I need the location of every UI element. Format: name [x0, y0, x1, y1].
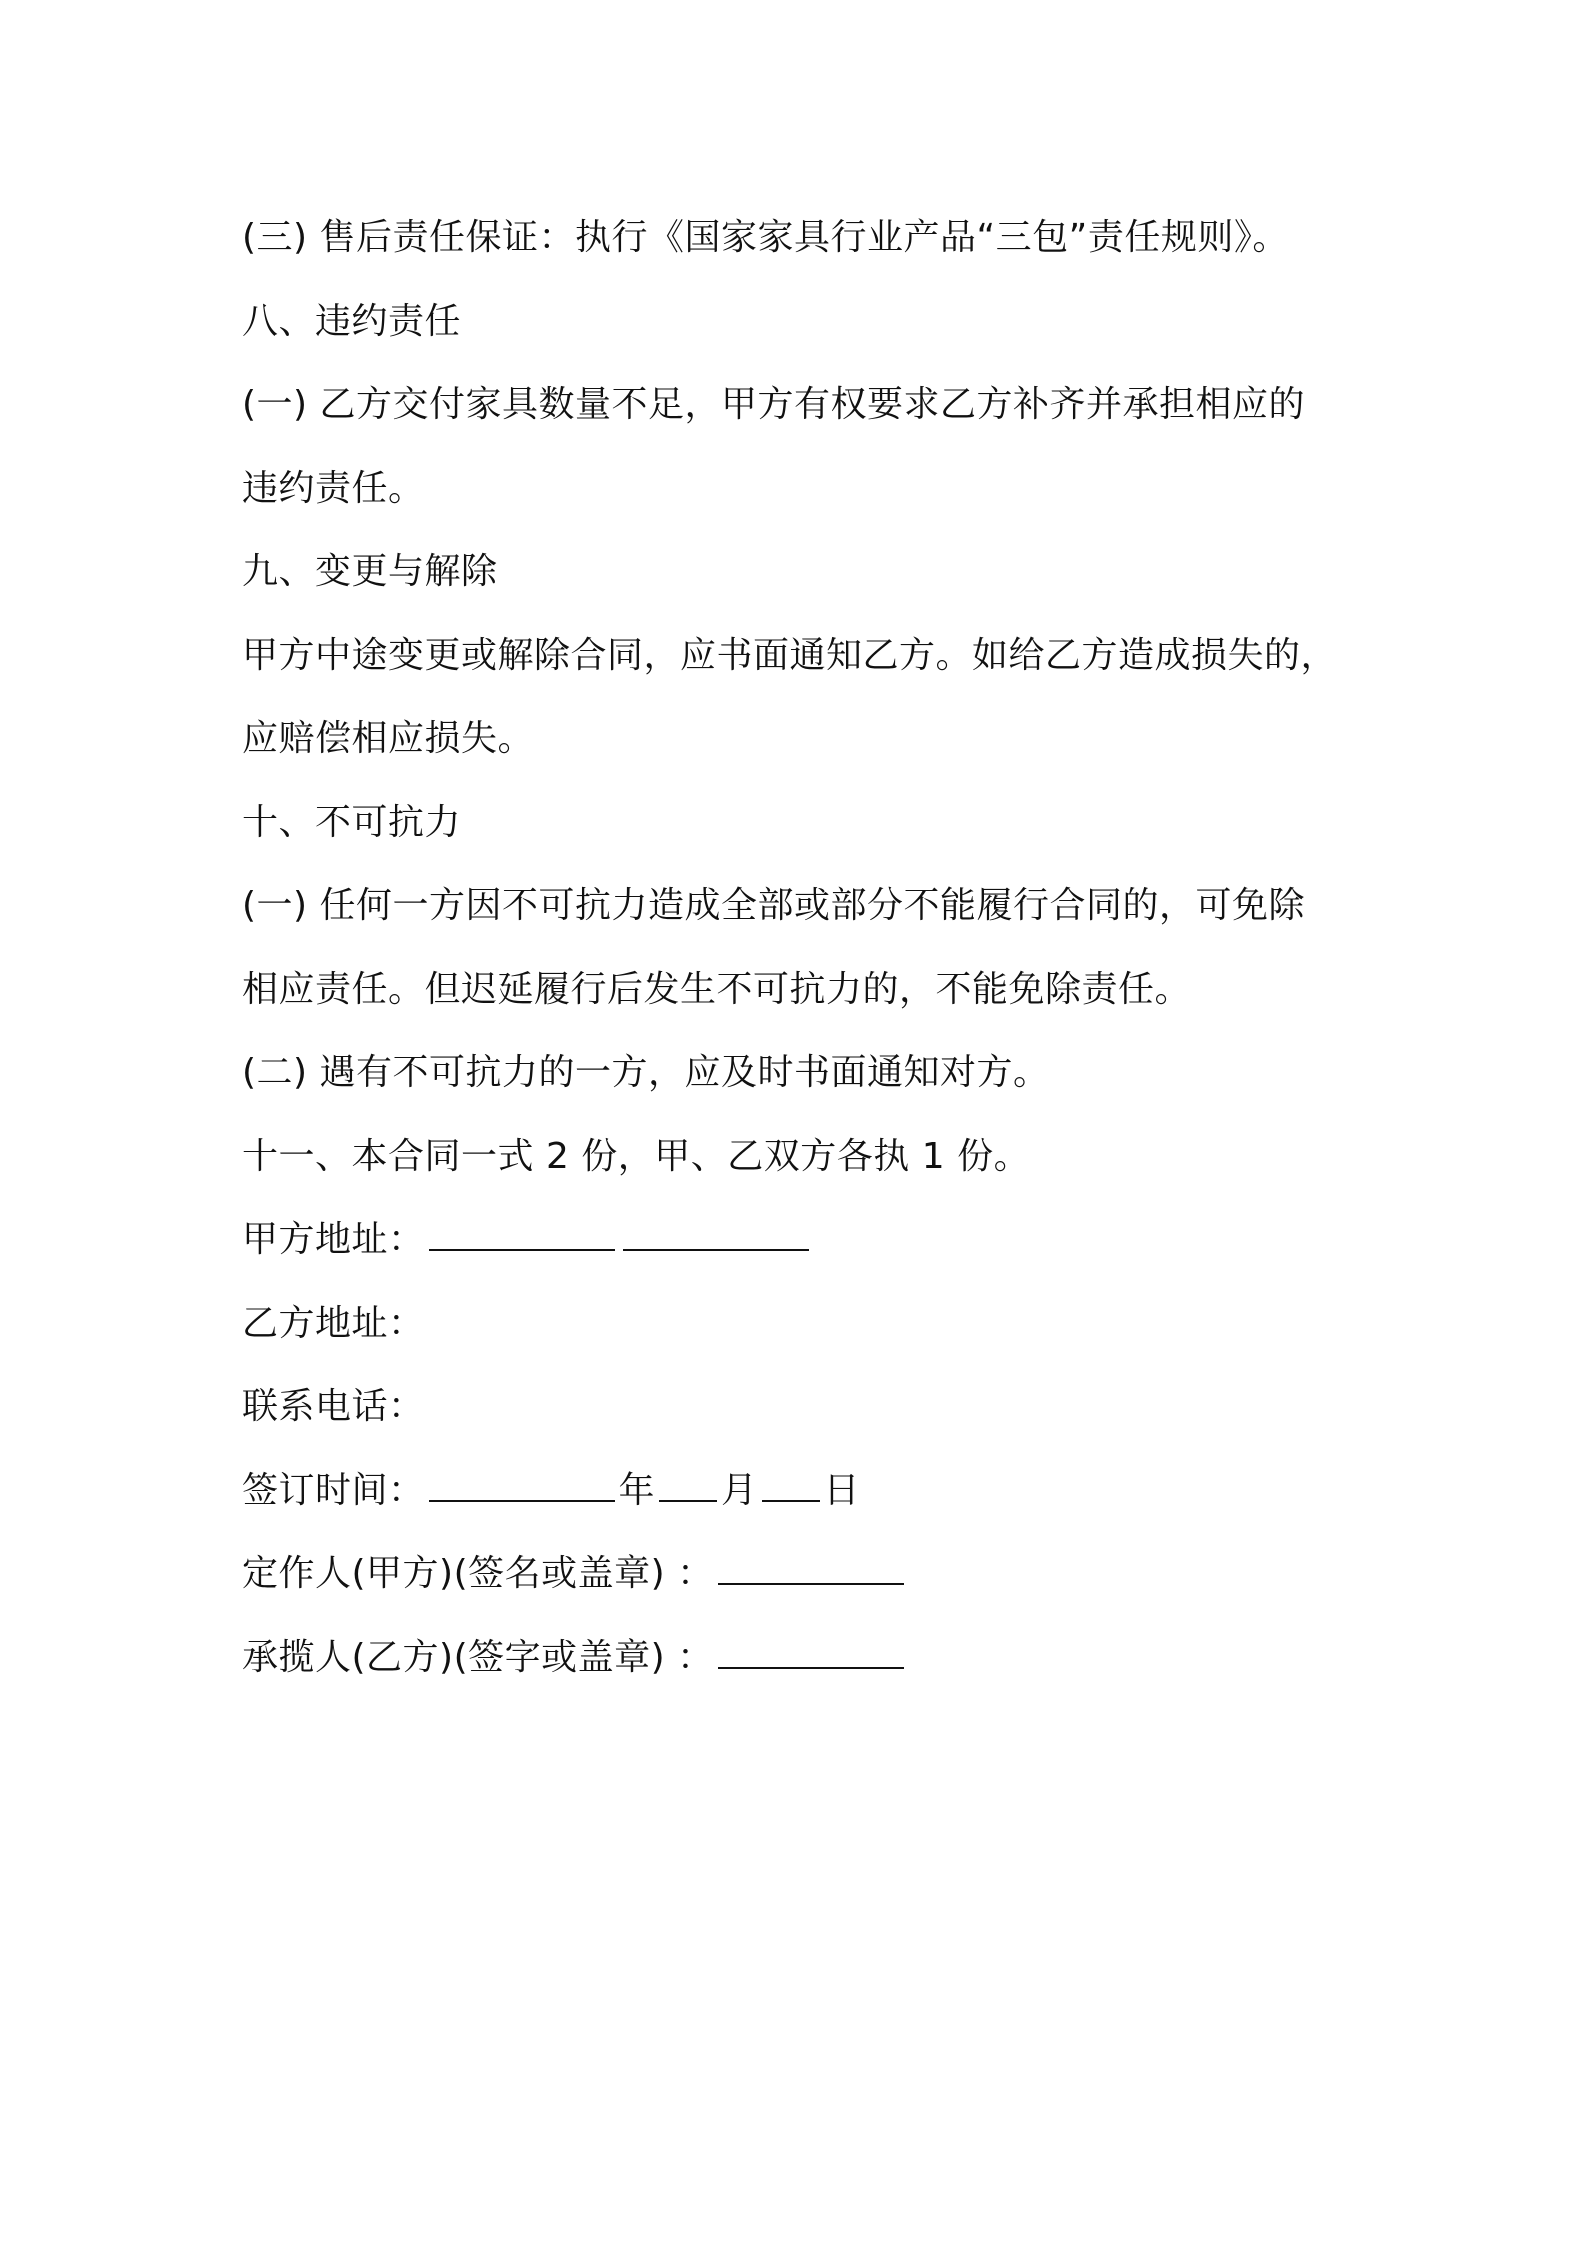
clause-force-majeure-2: (二) 遇有不可抗力的一方，应及时书面通知对方。 [242, 1052, 1050, 1093]
signing-year-blank[interactable] [429, 1470, 615, 1502]
contractor-signature-row [242, 1616, 1362, 1700]
clause-copies: 十一、本合同一式 2 份，甲、乙双方各执 1 份。 [242, 1135, 1031, 1177]
signing-time-label: 签订时间： [242, 1469, 425, 1511]
signing-month-blank[interactable] [659, 1470, 717, 1502]
party-b-address-label: 乙方地址： [242, 1302, 425, 1344]
party-a-address-blank-2[interactable] [623, 1219, 809, 1251]
year-label: 年 [618, 1469, 656, 1511]
clause-after-sales-guarantee: (三) 售后责任保证：执行《国家家具行业产品“三包”责任规则》。 [242, 217, 1289, 258]
signing-day-blank[interactable] [762, 1470, 820, 1502]
contact-phone-label: 联系电话： [242, 1386, 425, 1427]
clause-force-majeure-1: (一) 任何一方因不可抗力造成全部或部分不能履行合同的，可免除 [242, 885, 1306, 926]
heading-change-termination: 九、变更与解除 [242, 551, 498, 592]
clause-change-termination-cont: 应赔偿相应损失。 [242, 718, 535, 759]
contact-phone-row [242, 1365, 1362, 1449]
contractor-signature-blank[interactable] [718, 1637, 904, 1669]
orderer-signature-label: 定作人(甲方)(签名或盖章) ： [242, 1553, 714, 1594]
heading-breach-liability: 八、违约责任 [242, 300, 462, 342]
party-b-address-row [242, 1282, 1362, 1366]
heading-force-majeure: 十、不可抗力 [242, 801, 462, 843]
document-body [242, 196, 1362, 1699]
clause-force-majeure-1-cont: 相应责任。但迟延履行后发生不可抗力的，不能免除责任。 [242, 968, 1192, 1010]
signing-time-row [242, 1449, 1362, 1533]
party-a-address-row [242, 1198, 1362, 1282]
clause-change-termination: 甲方中途变更或解除合同，应书面通知乙方。如给乙方造成损失的， [242, 634, 1338, 676]
clause-insufficient-quantity-cont: 违约责任。 [242, 467, 425, 509]
month-label: 月 [721, 1469, 758, 1511]
orderer-signature-row [242, 1532, 1362, 1616]
party-a-address-label: 甲方地址： [242, 1219, 425, 1260]
orderer-signature-blank[interactable] [718, 1553, 904, 1585]
contractor-signature-label: 承揽人(乙方)(签字或盖章) ： [242, 1636, 714, 1678]
day-label: 日 [823, 1469, 861, 1511]
party-a-address-blank-1[interactable] [429, 1219, 615, 1251]
clause-insufficient-quantity: (一) 乙方交付家具数量不足，甲方有权要求乙方补齐并承担相应的 [242, 384, 1306, 425]
